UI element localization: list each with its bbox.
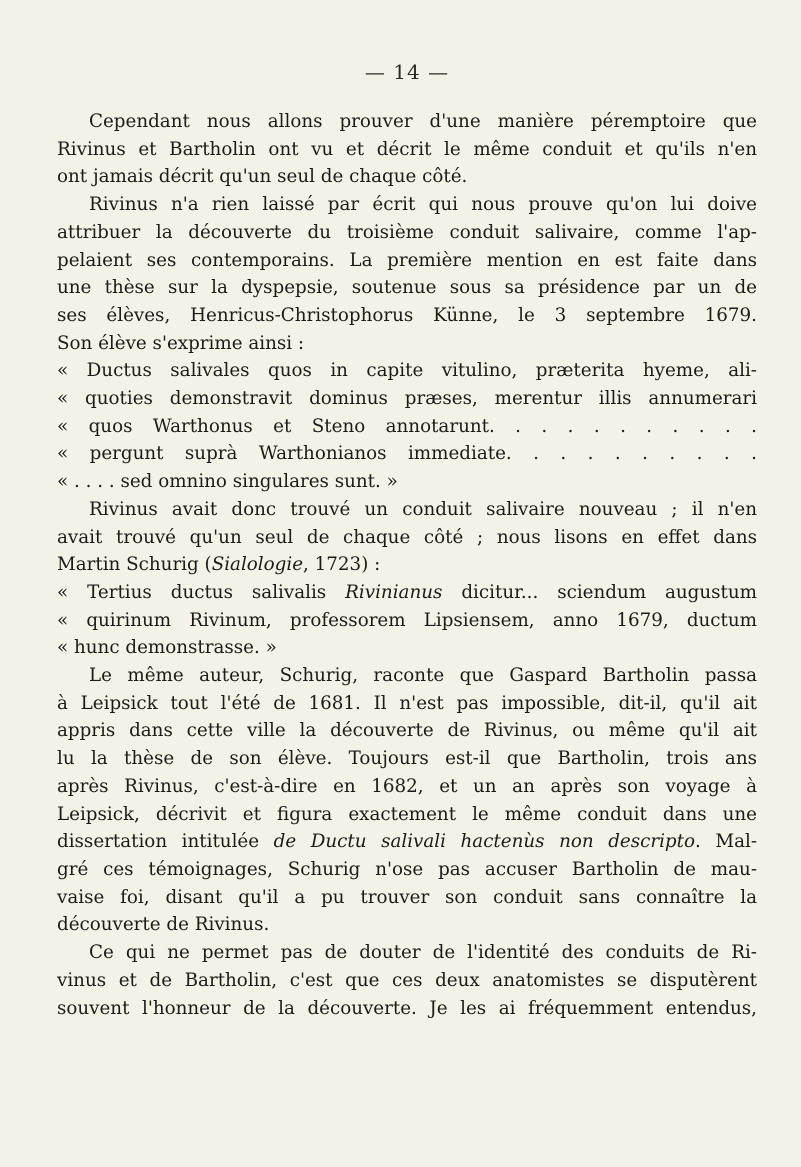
paragraph-3 [57, 496, 757, 579]
latin-quote-1 [57, 357, 757, 496]
text-line: appris dans cette ville la découverte de Rivinus, ou même qu'il ait [57, 720, 757, 742]
text-line: « . . . . sed omnino singulares sunt. » [57, 471, 398, 493]
text-line: Cependant nous allons prouver d'une manière péremptoire que [89, 111, 757, 132]
page-number: — 14 — [364, 60, 450, 84]
text-line: Rivinus n'a rien laissé par écrit qui nous prouve qu'on lui doive [89, 194, 757, 216]
text-line: « Ductus salivales quos in capite vitulino, præterita hyeme, ali- [57, 360, 757, 382]
text-line: vinus et de Bartholin, c'est que ces deux anatomistes se disputèrent [57, 969, 757, 991]
text-line: Rivinus avait donc trouvé un conduit salivaire nouveau ; il n'en [89, 498, 757, 520]
text-line: Son élève s'exprime ainsi : [57, 332, 305, 354]
latin-quote-2 [57, 579, 757, 662]
text-line: dissertation intitulée de Ductu salivali hactenùs non descripto. Mal- [57, 831, 758, 853]
text-line: vaise foi, disant qu'il a pu trouver son conduit sans connaître la [57, 886, 757, 908]
text-line: « quoties demonstravit dominus præses, merentur illis annumerari [57, 388, 757, 410]
text-line: Ce qui ne permet pas de douter de l'identité des conduits de Ri- [89, 942, 757, 964]
paragraph-1 [57, 108, 757, 191]
text-line: attribuer la découverte du troisième conduit salivaire, comme l'ap- [57, 221, 757, 243]
text-line: pelaient ses contemporains. La première mention en est faite dans [57, 249, 757, 271]
text-line: avait trouvé qu'un seul de chaque côté ; nous lisons en effet dans [57, 526, 757, 548]
text-line: « hunc demonstrasse. » [57, 637, 277, 659]
paragraph-2 [57, 191, 757, 357]
text-line: découverte de Rivinus. [57, 914, 270, 936]
text-line: souvent l'honneur de la découverte. Je les ai fréquemment entendus, [57, 997, 757, 1019]
text-line: ses élèves, Henricus-Christophorus Künne, le 3 septembre 1679. [57, 304, 757, 326]
text-line: gré ces témoignages, Schurig n'ose pas accuser Bartholin de mau- [57, 858, 757, 880]
text-line: ont jamais décrit qu'un seul de chaque côté. [57, 166, 468, 188]
text-line: « quirinum Rivinum, professorem Lipsiensem, anno 1679, ductum [57, 609, 757, 631]
text-line: Martin Schurig (Sialologie, 1723) : [57, 554, 381, 576]
text-line: Leipsick, décrivit et figura exactement le même conduit dans une [57, 803, 757, 825]
text-line: Le même auteur, Schurig, raconte que Gaspard Bartholin passa [89, 665, 757, 687]
text-line: « Tertius ductus salivalis Rivinianus dicitur... sciendum augustum [57, 581, 757, 603]
paragraph-4 [57, 662, 757, 939]
document-page [57, 0, 757, 1022]
text-line: lu la thèse de son élève. Toujours est-il que Bartholin, trois ans [57, 748, 757, 770]
paragraph-5 [57, 939, 757, 1022]
text-line: Rivinus et Bartholin ont vu et décrit le même conduit et qu'ils n'en [57, 138, 757, 160]
text-line: une thèse sur la dyspepsie, soutenue sous sa présidence par un de [57, 277, 757, 299]
text-line: après Rivinus, c'est-à-dire en 1682, et un an après son voyage à [57, 775, 757, 797]
text-line: « quos Warthonus et Steno annotarunt. . . . . . . . . . . [57, 415, 757, 437]
text-line: « pergunt suprà Warthonianos immediate. . . . . . . . . . [57, 443, 757, 465]
text-line: à Leipsick tout l'été de 1681. Il n'est pas impossible, dit-il, qu'il ait [57, 692, 757, 714]
